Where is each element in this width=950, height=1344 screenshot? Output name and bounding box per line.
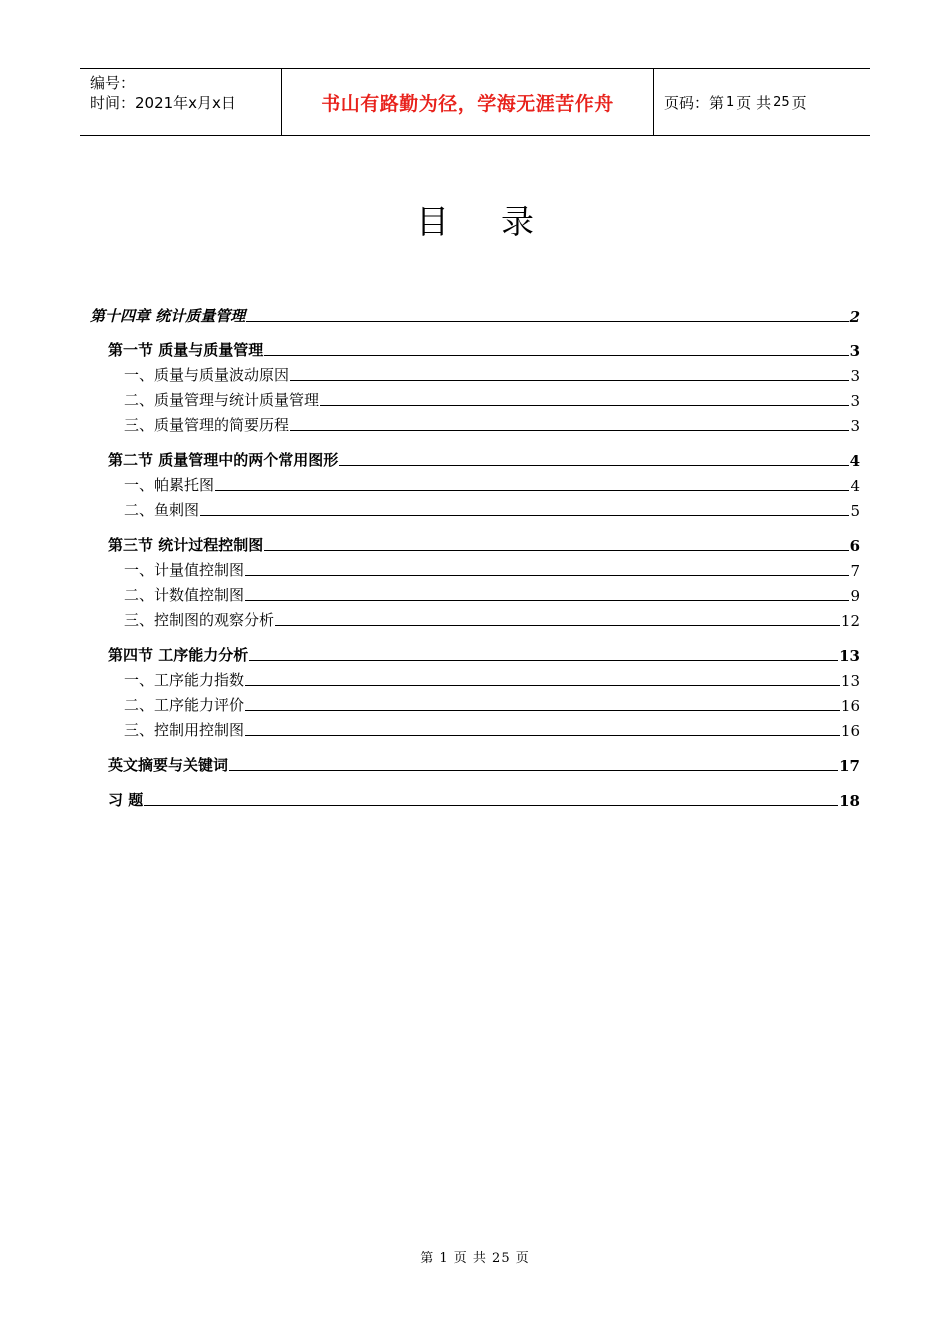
toc-entry-label: 第四节 工序能力分析: [108, 646, 249, 664]
toc-entry[interactable]: [90, 715, 860, 740]
toc-entry-label: 三、质量管理的简要历程: [124, 416, 290, 434]
toc-entry-page: 2: [849, 308, 860, 326]
header-meta: [80, 69, 282, 135]
page-footer: 第 1 页 共 25 页: [420, 1251, 530, 1266]
toc-leader-line: [245, 710, 840, 711]
toc-entry-label: 一、帕累托图: [124, 476, 215, 494]
toc-entry-page: 13: [840, 672, 860, 690]
toc-leader-line: [264, 355, 848, 356]
toc-leader-line: [246, 321, 848, 322]
toc-entry-page: 9: [850, 587, 860, 605]
toc-leader-line: [245, 600, 849, 601]
toc-leader-line: [144, 805, 838, 806]
page-suffix: 页: [791, 93, 807, 112]
page-current: 1: [726, 94, 735, 110]
toc-leader-line: [245, 735, 840, 736]
toc-entry-page: 7: [850, 562, 860, 580]
toc-entry-label: 第三节 统计过程控制图: [108, 536, 264, 554]
toc-entry[interactable]: [90, 385, 860, 410]
toc-entry[interactable]: [90, 665, 860, 690]
toc-leader-line: [264, 550, 848, 551]
toc-entry[interactable]: [90, 749, 860, 775]
toc-leader-line: [200, 515, 849, 516]
toc-entry[interactable]: [90, 360, 860, 385]
toc-entry-page: 3: [849, 342, 860, 360]
toc-entry-page: 3: [850, 417, 860, 435]
toc-entry[interactable]: [90, 470, 860, 495]
toc-entry-page: 18: [839, 792, 860, 810]
toc-entry-page: 4: [850, 477, 860, 495]
toc-entry-label: 三、控制图的观察分析: [124, 611, 275, 629]
toc-entry-label: 英文摘要与关键词: [108, 756, 229, 774]
toc-entry[interactable]: [90, 580, 860, 605]
toc-entry-label: 二、工序能力评价: [124, 696, 245, 714]
toc-leader-line: [245, 575, 849, 576]
page-total: 25: [773, 94, 790, 110]
toc-entry-label: 第十四章 统计质量管理: [90, 307, 246, 325]
toc-entry-label: 第一节 质量与质量管理: [108, 341, 264, 359]
toc-entry[interactable]: [90, 444, 860, 470]
toc-entry-label: 习 题: [108, 791, 144, 809]
toc-entry-page: 16: [840, 722, 860, 740]
toc-leader-line: [339, 465, 848, 466]
header-motto: 书山有路勤为径，学海无涯苦作舟: [282, 69, 654, 135]
toc-leader-line: [249, 660, 838, 661]
toc-entry[interactable]: [90, 690, 860, 715]
toc-leader-line: [290, 380, 849, 381]
toc-entry-page: 12: [840, 612, 860, 630]
toc-entry[interactable]: [90, 555, 860, 580]
toc-leader-line: [290, 430, 849, 431]
toc-entry-page: 3: [850, 392, 860, 410]
toc-entry-label: 一、计量值控制图: [124, 561, 245, 579]
toc-leader-line: [215, 490, 849, 491]
toc-leader-line: [229, 770, 838, 771]
toc-leader-line: [245, 685, 840, 686]
toc-entry-page: 17: [839, 757, 860, 775]
toc-entry-page: 3: [850, 367, 860, 385]
number-label: 编号：: [90, 74, 136, 92]
toc-entry[interactable]: [90, 784, 860, 810]
toc-entry-label: 三、控制用控制图: [124, 721, 245, 739]
toc-entry[interactable]: [90, 639, 860, 665]
toc-entry-page: 13: [839, 647, 860, 665]
toc-entry-label: 二、质量管理与统计质量管理: [124, 391, 320, 409]
page-title: 目录: [416, 202, 586, 241]
toc-leader-line: [275, 625, 840, 626]
toc-entry-page: 16: [840, 697, 860, 715]
toc-entry[interactable]: [90, 334, 860, 360]
header-table: [80, 68, 870, 136]
toc-entry[interactable]: [90, 300, 860, 326]
toc-entry-label: 第二节 质量管理中的两个常用图形: [108, 451, 339, 469]
toc-entry-page: 5: [850, 502, 860, 520]
toc-entry-label: 一、工序能力指数: [124, 671, 245, 689]
page-prefix: 页码：第: [664, 93, 725, 112]
toc-entry[interactable]: [90, 410, 860, 435]
toc-entry[interactable]: [90, 605, 860, 630]
toc-entry-page: 6: [849, 537, 860, 555]
header-page-info: [654, 69, 870, 135]
toc-entry-label: 二、计数值控制图: [124, 586, 245, 604]
toc-entry-label: 二、鱼刺图: [124, 501, 200, 519]
table-of-contents: [90, 300, 860, 810]
time-label: 时间：2021年x月x日: [90, 94, 236, 112]
toc-entry-label: 一、质量与质量波动原因: [124, 366, 290, 384]
toc-entry[interactable]: [90, 529, 860, 555]
toc-entry[interactable]: [90, 495, 860, 520]
toc-leader-line: [320, 405, 849, 406]
page-mid: 页 共: [736, 93, 772, 112]
toc-entry-page: 4: [849, 452, 860, 470]
